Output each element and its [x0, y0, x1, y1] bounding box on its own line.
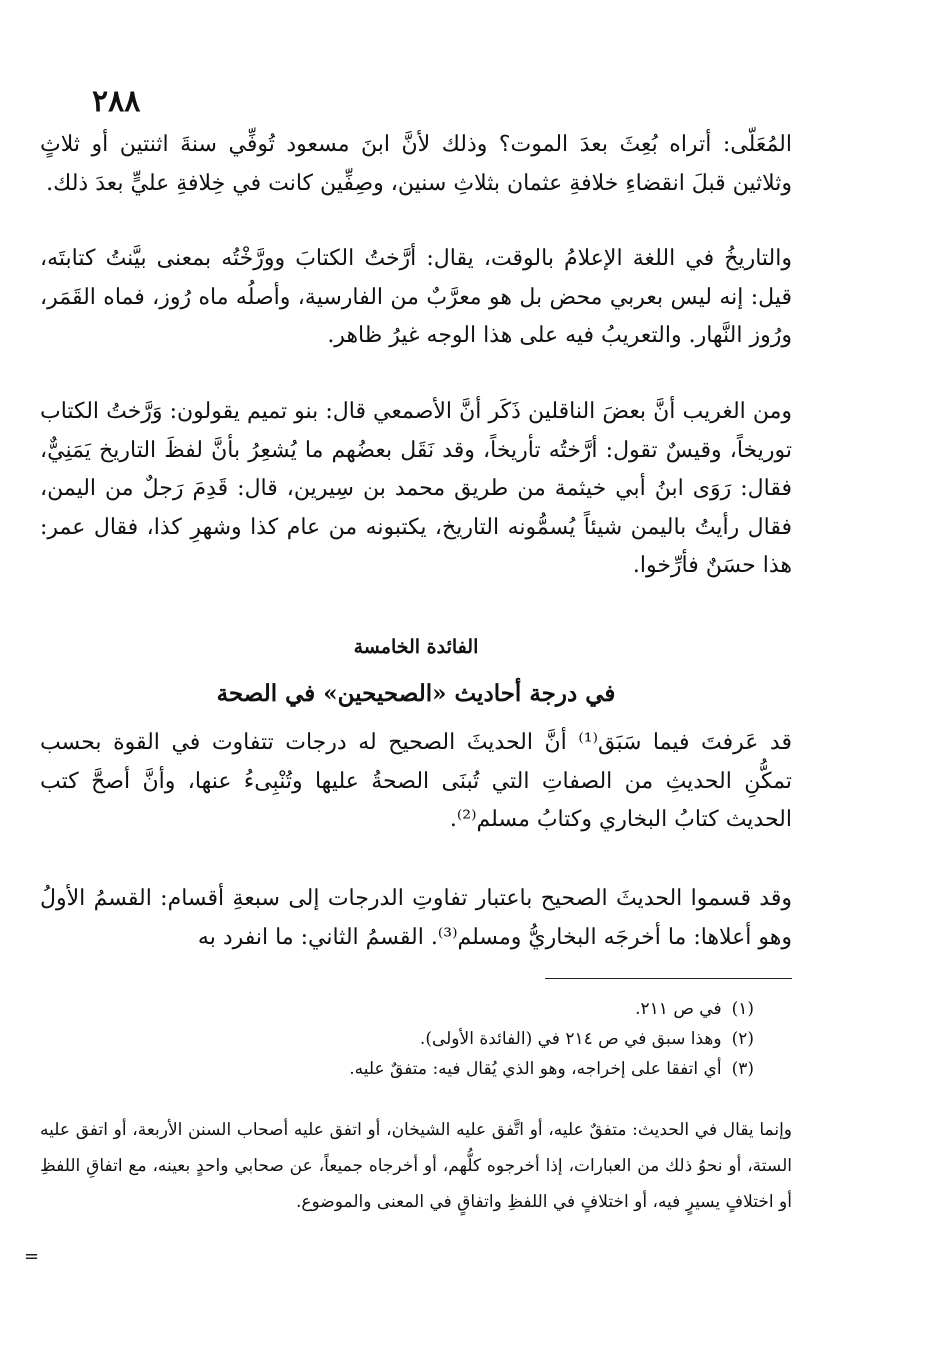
paragraph-1: المُعَلّى: أتراه بُعِثَ بعدَ الموت؟ وذلك لأنَّ ابنَ مسعود تُوفِّي سنةَ اثنتين أو ثلاثٍ وثلاثين قبلَ انقضاءِ خلافةِ عثمان بثلاثِ سنين، وصِفِّين كانت في خِلافةِ عليٍّ بعدَ ذلك. — [40, 132, 792, 196]
paragraph-3: ومن الغريب أنَّ بعضَ الناقلين ذَكَر أنَّ الأصمعي قال: بنو تميم يقولون: وَرَّختُ الكتاب توريخاً، وقيسٌ تقول: أرَّختُه تأريخاً، وقد نَقَل بعضُهم ما يُشعِرُ بأنَّ لفظَ التاريخ يَمَنِيٌّ، فقال: رَوَى ابنُ أبي خيثمة من طريق محمد بن سِيرين، قال: قَدِمَ رَجلٌ من اليمن، فقال رأيتُ باليمن شيئاً يُسمُّونه التاريخ، يكتبونه من عام كذا وشهرِ كذا، فقال عمر: هذا حسَنٌ فأرِّخوا. — [40, 399, 792, 578]
footnote-2 — [40, 1024, 780, 1054]
footnote-text: وهذا سبق في ص ٢١٤ في (الفائدة الأولى). — [419, 1029, 722, 1049]
paragraph-2: والتاريخُ في اللغة الإعلامُ بالوقت، يقال: أرَّختُ الكتابَ وورَّخْتُه بمعنى بيَّنتُ كتابتَه، قيل: إنه ليس بعربي محض بل هو معرَّبٌ من الفارسية، وأصلُه ماه رُوز، فماه القَمَر، ورُوز النَّهار. والتعريبُ فيه على هذا الوجه غيرُ ظاهر. — [40, 246, 792, 348]
footnotes — [40, 994, 780, 1084]
section-title: الفائدة الخامسة — [353, 636, 479, 658]
footnote-text: في ص ٢١١. — [635, 999, 722, 1019]
page-number: ٢٨٨ — [92, 84, 141, 119]
section-subtitle: في درجة أحاديث «الصحيحين» في الصحة — [216, 680, 616, 707]
paragraph-4: قد عَرفتَ فيما سَبَق⁽¹⁾ أنَّ الحديثَ الصحيح له درجات تتفاوت في القوة بحسب تمكُّنِ الحديثِ من الصفاتِ التي تُبنَى الصحةُ عليها وتُنْبِىءُ عنها، وأنَّ أصحَّ كتب الحديث كتابُ البخاري وكتابُ مسلم⁽²⁾. — [40, 730, 792, 832]
paragraph-5: وقد قسموا الحديثَ الصحيح باعتبار تفاوتِ الدرجات إلى سبعةِ أقسام: القسمُ الأولُ وهو أعلاها: ما أخرجَه البخاريُّ ومسلم⁽³⁾. القسمُ الثاني: ما انفرد به — [40, 886, 792, 950]
footnote-continuation: وإنما يقال في الحديث: متفقٌ عليه، أو اتَّفق عليه الشيخان، أو اتفق عليه أصحاب السنن الأربعة، أو اتفق عليه الستة، أو نحوُ ذلك من العبارات، إذا أخرجوه كلُّهم، أو أخرجاه جميعاً، عن صحابي واحدٍ بعينه، مع اتفاقِ اللفظِ أو اختلافٍ يسيرٍ فيه، أو اختلافٍ في اللفظِ واتفاقٍ في المعنى والموضوع. — [40, 1120, 792, 1212]
footnote-1 — [40, 994, 780, 1024]
footnote-3 — [40, 1054, 780, 1084]
footnote-number: (٣) — [731, 1059, 754, 1079]
margin-mark: = — [24, 1246, 40, 1267]
footnote-divider — [545, 978, 792, 979]
footnote-number: (١) — [731, 999, 754, 1019]
footnote-number: (٢) — [731, 1029, 754, 1049]
footnote-text: أي اتفقا على إخراجه، وهو الذي يُقال فيه: متفقٌ عليه. — [349, 1059, 722, 1079]
